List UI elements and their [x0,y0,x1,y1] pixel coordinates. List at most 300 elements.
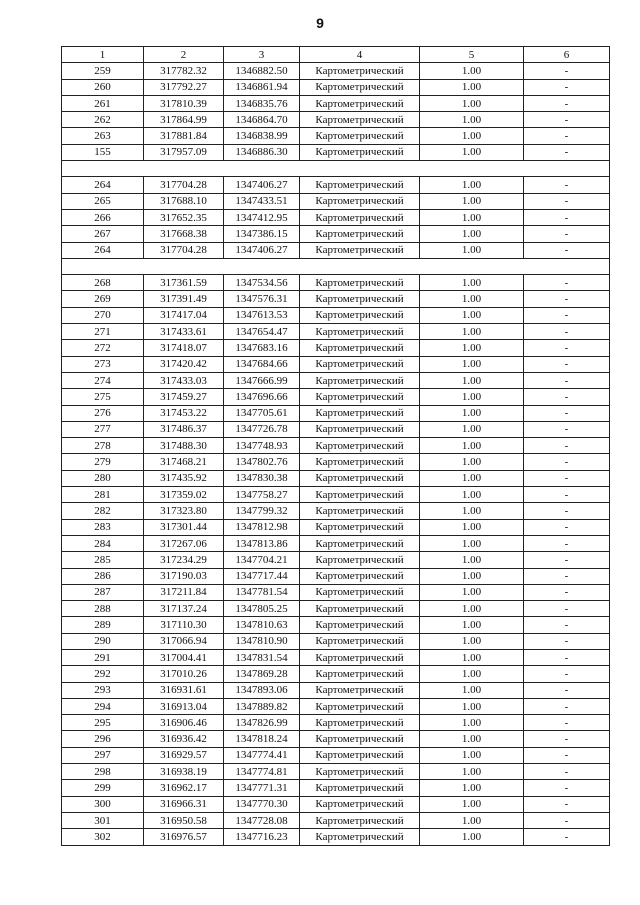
table-row [62,764,610,780]
method-cell: Картометрический [300,438,420,454]
y-coordinate-cell: 1347770.30 [224,796,300,812]
table-row [62,584,610,600]
point-number-cell: 297 [62,747,144,763]
y-coordinate-cell: 1347704.21 [224,552,300,568]
description-cell: - [524,829,610,845]
table-row [62,340,610,356]
accuracy-cell: 1.00 [420,812,524,828]
description-cell: - [524,307,610,323]
table-row [62,275,610,291]
y-coordinate-cell: 1347869.28 [224,666,300,682]
x-coordinate-cell: 317433.61 [144,324,224,340]
x-coordinate-cell: 317420.42 [144,356,224,372]
table-row [62,144,610,160]
method-cell: Картометрический [300,780,420,796]
x-coordinate-cell: 317782.32 [144,63,224,79]
method-cell: Картометрический [300,177,420,193]
method-cell: Картометрический [300,405,420,421]
point-number-cell: 293 [62,682,144,698]
description-cell: - [524,796,610,812]
y-coordinate-cell: 1347412.95 [224,209,300,225]
accuracy-cell: 1.00 [420,275,524,291]
table-row [62,796,610,812]
table-row [62,209,610,225]
x-coordinate-cell: 317459.27 [144,389,224,405]
table-row [62,747,610,763]
table-row [62,503,610,519]
method-cell: Картометрический [300,128,420,144]
description-cell: - [524,177,610,193]
y-coordinate-cell: 1347534.56 [224,275,300,291]
y-coordinate-cell: 1347666.99 [224,372,300,388]
accuracy-cell: 1.00 [420,324,524,340]
description-cell: - [524,535,610,551]
y-coordinate-cell: 1347799.32 [224,503,300,519]
point-number-cell: 302 [62,829,144,845]
point-number-cell: 273 [62,356,144,372]
x-coordinate-cell: 316913.04 [144,698,224,714]
accuracy-cell: 1.00 [420,226,524,242]
accuracy-cell: 1.00 [420,764,524,780]
y-coordinate-cell: 1347802.76 [224,454,300,470]
x-coordinate-cell: 317066.94 [144,633,224,649]
x-coordinate-cell: 317234.29 [144,552,224,568]
x-coordinate-cell: 317652.35 [144,209,224,225]
point-number-cell: 276 [62,405,144,421]
method-cell: Картометрический [300,812,420,828]
x-coordinate-cell: 317792.27 [144,79,224,95]
description-cell: - [524,552,610,568]
y-coordinate-cell: 1347576.31 [224,291,300,307]
table-row [62,552,610,568]
point-number-cell: 289 [62,617,144,633]
method-cell: Картометрический [300,356,420,372]
coordinates-table [61,46,610,846]
y-coordinate-cell: 1347781.54 [224,584,300,600]
accuracy-cell: 1.00 [420,552,524,568]
y-coordinate-cell: 1347818.24 [224,731,300,747]
table-row [62,421,610,437]
method-cell: Картометрический [300,519,420,535]
accuracy-cell: 1.00 [420,796,524,812]
accuracy-cell: 1.00 [420,747,524,763]
accuracy-cell: 1.00 [420,584,524,600]
y-coordinate-cell: 1347705.61 [224,405,300,421]
x-coordinate-cell: 317704.28 [144,242,224,258]
y-coordinate-cell: 1347813.86 [224,535,300,551]
accuracy-cell: 1.00 [420,421,524,437]
x-coordinate-cell: 317137.24 [144,601,224,617]
x-coordinate-cell: 316938.19 [144,764,224,780]
point-number-cell: 296 [62,731,144,747]
x-coordinate-cell: 316906.46 [144,715,224,731]
method-cell: Картометрический [300,291,420,307]
description-cell: - [524,242,610,258]
accuracy-cell: 1.00 [420,682,524,698]
method-cell: Картометрический [300,503,420,519]
description-cell: - [524,487,610,503]
point-number-cell: 281 [62,487,144,503]
x-coordinate-cell: 317433.03 [144,372,224,388]
x-coordinate-cell: 317418.07 [144,340,224,356]
method-cell: Картометрический [300,666,420,682]
accuracy-cell: 1.00 [420,503,524,519]
y-coordinate-cell: 1347893.06 [224,682,300,698]
description-cell: - [524,764,610,780]
description-cell: - [524,356,610,372]
point-number-cell: 287 [62,584,144,600]
y-coordinate-cell: 1347386.15 [224,226,300,242]
accuracy-cell: 1.00 [420,307,524,323]
y-coordinate-cell: 1346864.70 [224,112,300,128]
y-coordinate-cell: 1347810.90 [224,633,300,649]
table-row [62,226,610,242]
method-cell: Картометрический [300,389,420,405]
y-coordinate-cell: 1347830.38 [224,470,300,486]
y-coordinate-cell: 1347831.54 [224,649,300,665]
method-cell: Картометрический [300,633,420,649]
table-row [62,682,610,698]
accuracy-cell: 1.00 [420,389,524,405]
x-coordinate-cell: 316931.61 [144,682,224,698]
method-cell: Картометрический [300,226,420,242]
page-number: 9 [316,15,324,31]
y-coordinate-cell: 1346886.30 [224,144,300,160]
point-number-cell: 275 [62,389,144,405]
table-row [62,829,610,845]
method-cell: Картометрический [300,584,420,600]
point-number-cell: 265 [62,193,144,209]
header-row [62,47,610,63]
description-cell: - [524,275,610,291]
table-row [62,405,610,421]
table-body [62,63,610,845]
description-cell: - [524,95,610,111]
method-cell: Картометрический [300,682,420,698]
x-coordinate-cell: 317864.99 [144,112,224,128]
y-coordinate-cell: 1347728.08 [224,812,300,828]
table-spacer-row [62,258,610,274]
column-header-method: 4 [300,47,420,63]
table-row [62,601,610,617]
table-row [62,438,610,454]
table-row [62,356,610,372]
description-cell: - [524,519,610,535]
method-cell: Картометрический [300,421,420,437]
table-row [62,324,610,340]
table-row [62,79,610,95]
table-row [62,633,610,649]
method-cell: Картометрический [300,764,420,780]
point-number-cell: 272 [62,340,144,356]
point-number-cell: 270 [62,307,144,323]
y-coordinate-cell: 1347810.63 [224,617,300,633]
point-number-cell: 290 [62,633,144,649]
point-number-cell: 269 [62,291,144,307]
method-cell: Картометрический [300,372,420,388]
point-number-cell: 291 [62,649,144,665]
description-cell: - [524,209,610,225]
x-coordinate-cell: 317267.06 [144,535,224,551]
description-cell: - [524,698,610,714]
method-cell: Картометрический [300,144,420,160]
accuracy-cell: 1.00 [420,112,524,128]
accuracy-cell: 1.00 [420,535,524,551]
description-cell: - [524,389,610,405]
table-row [62,193,610,209]
point-number-cell: 278 [62,438,144,454]
table-row [62,649,610,665]
accuracy-cell: 1.00 [420,438,524,454]
table-row [62,372,610,388]
description-cell: - [524,372,610,388]
description-cell: - [524,649,610,665]
point-number-cell: 284 [62,535,144,551]
table-row [62,242,610,258]
accuracy-cell: 1.00 [420,242,524,258]
description-cell: - [524,617,610,633]
accuracy-cell: 1.00 [420,715,524,731]
table-row [62,487,610,503]
accuracy-cell: 1.00 [420,95,524,111]
accuracy-cell: 1.00 [420,372,524,388]
description-cell: - [524,63,610,79]
y-coordinate-cell: 1347696.66 [224,389,300,405]
method-cell: Картометрический [300,470,420,486]
point-number-cell: 283 [62,519,144,535]
table-row [62,535,610,551]
x-coordinate-cell: 317688.10 [144,193,224,209]
x-coordinate-cell: 317323.80 [144,503,224,519]
x-coordinate-cell: 316929.57 [144,747,224,763]
x-coordinate-cell: 317453.22 [144,405,224,421]
method-cell: Картометрический [300,340,420,356]
accuracy-cell: 1.00 [420,829,524,845]
method-cell: Картометрический [300,307,420,323]
column-header-accuracy: 5 [420,47,524,63]
y-coordinate-cell: 1347716.23 [224,829,300,845]
x-coordinate-cell: 317211.84 [144,584,224,600]
method-cell: Картометрический [300,63,420,79]
point-number-cell: 288 [62,601,144,617]
description-cell: - [524,470,610,486]
point-number-cell: 301 [62,812,144,828]
x-coordinate-cell: 317417.04 [144,307,224,323]
x-coordinate-cell: 317957.09 [144,144,224,160]
y-coordinate-cell: 1347613.53 [224,307,300,323]
description-cell: - [524,193,610,209]
table-row [62,812,610,828]
x-coordinate-cell: 317391.49 [144,291,224,307]
description-cell: - [524,747,610,763]
table-row [62,307,610,323]
description-cell: - [524,291,610,307]
table-row [62,698,610,714]
y-coordinate-cell: 1347748.93 [224,438,300,454]
accuracy-cell: 1.00 [420,79,524,95]
accuracy-cell: 1.00 [420,356,524,372]
description-cell: - [524,79,610,95]
point-number-cell: 266 [62,209,144,225]
description-cell: - [524,340,610,356]
accuracy-cell: 1.00 [420,405,524,421]
accuracy-cell: 1.00 [420,63,524,79]
description-cell: - [524,226,610,242]
point-number-cell: 282 [62,503,144,519]
table-row [62,519,610,535]
accuracy-cell: 1.00 [420,291,524,307]
table-spacer-row [62,161,610,177]
description-cell: - [524,144,610,160]
description-cell: - [524,715,610,731]
point-number-cell: 286 [62,568,144,584]
column-header-point-number: 1 [62,47,144,63]
accuracy-cell: 1.00 [420,698,524,714]
table-row [62,731,610,747]
accuracy-cell: 1.00 [420,340,524,356]
accuracy-cell: 1.00 [420,617,524,633]
y-coordinate-cell: 1347774.41 [224,747,300,763]
method-cell: Картометрический [300,193,420,209]
point-number-cell: 262 [62,112,144,128]
point-number-cell: 294 [62,698,144,714]
y-coordinate-cell: 1347812.98 [224,519,300,535]
x-coordinate-cell: 317435.92 [144,470,224,486]
accuracy-cell: 1.00 [420,633,524,649]
accuracy-cell: 1.00 [420,601,524,617]
x-coordinate-cell: 317361.59 [144,275,224,291]
point-number-cell: 155 [62,144,144,160]
method-cell: Картометрический [300,715,420,731]
description-cell: - [524,405,610,421]
point-number-cell: 260 [62,79,144,95]
accuracy-cell: 1.00 [420,193,524,209]
table-row [62,568,610,584]
table-row [62,617,610,633]
x-coordinate-cell: 317359.02 [144,487,224,503]
x-coordinate-cell: 316962.17 [144,780,224,796]
table-row [62,470,610,486]
accuracy-cell: 1.00 [420,568,524,584]
method-cell: Картометрический [300,95,420,111]
method-cell: Картометрический [300,617,420,633]
y-coordinate-cell: 1347433.51 [224,193,300,209]
x-coordinate-cell: 317110.30 [144,617,224,633]
accuracy-cell: 1.00 [420,177,524,193]
y-coordinate-cell: 1347684.66 [224,356,300,372]
method-cell: Картометрический [300,242,420,258]
table-row [62,112,610,128]
point-number-cell: 279 [62,454,144,470]
point-number-cell: 277 [62,421,144,437]
y-coordinate-cell: 1347826.99 [224,715,300,731]
description-cell: - [524,128,610,144]
x-coordinate-cell: 317704.28 [144,177,224,193]
x-coordinate-cell: 317810.39 [144,95,224,111]
x-coordinate-cell: 316976.57 [144,829,224,845]
description-cell: - [524,682,610,698]
method-cell: Картометрический [300,698,420,714]
point-number-cell: 285 [62,552,144,568]
point-number-cell: 264 [62,177,144,193]
description-cell: - [524,503,610,519]
table-row [62,291,610,307]
description-cell: - [524,731,610,747]
table-row [62,177,610,193]
accuracy-cell: 1.00 [420,470,524,486]
method-cell: Картометрический [300,796,420,812]
point-number-cell: 271 [62,324,144,340]
method-cell: Картометрический [300,829,420,845]
method-cell: Картометрический [300,487,420,503]
method-cell: Картометрический [300,649,420,665]
y-coordinate-cell: 1346861.94 [224,79,300,95]
method-cell: Картометрический [300,454,420,470]
accuracy-cell: 1.00 [420,731,524,747]
spacer-cell [62,258,610,274]
y-coordinate-cell: 1347717.44 [224,568,300,584]
x-coordinate-cell: 317004.41 [144,649,224,665]
method-cell: Картометрический [300,747,420,763]
method-cell: Картометрический [300,324,420,340]
method-cell: Картометрический [300,552,420,568]
point-number-cell: 274 [62,372,144,388]
y-coordinate-cell: 1346835.76 [224,95,300,111]
point-number-cell: 259 [62,63,144,79]
x-coordinate-cell: 317301.44 [144,519,224,535]
point-number-cell: 264 [62,242,144,258]
y-coordinate-cell: 1347805.25 [224,601,300,617]
table-row [62,389,610,405]
method-cell: Картометрический [300,731,420,747]
description-cell: - [524,601,610,617]
x-coordinate-cell: 317488.30 [144,438,224,454]
description-cell: - [524,112,610,128]
point-number-cell: 295 [62,715,144,731]
point-number-cell: 292 [62,666,144,682]
y-coordinate-cell: 1347758.27 [224,487,300,503]
accuracy-cell: 1.00 [420,780,524,796]
description-cell: - [524,633,610,649]
table-row [62,128,610,144]
x-coordinate-cell: 317190.03 [144,568,224,584]
accuracy-cell: 1.00 [420,209,524,225]
accuracy-cell: 1.00 [420,487,524,503]
point-number-cell: 261 [62,95,144,111]
description-cell: - [524,812,610,828]
column-header-y-coordinate: 3 [224,47,300,63]
table-row [62,715,610,731]
y-coordinate-cell: 1346882.50 [224,63,300,79]
description-cell: - [524,568,610,584]
method-cell: Картометрический [300,79,420,95]
point-number-cell: 267 [62,226,144,242]
description-cell: - [524,421,610,437]
method-cell: Картометрический [300,568,420,584]
description-cell: - [524,666,610,682]
column-header-description: 6 [524,47,610,63]
point-number-cell: 268 [62,275,144,291]
method-cell: Картометрический [300,275,420,291]
y-coordinate-cell: 1346838.99 [224,128,300,144]
method-cell: Картометрический [300,209,420,225]
description-cell: - [524,780,610,796]
accuracy-cell: 1.00 [420,649,524,665]
y-coordinate-cell: 1347726.78 [224,421,300,437]
y-coordinate-cell: 1347406.27 [224,177,300,193]
point-number-cell: 299 [62,780,144,796]
x-coordinate-cell: 317668.38 [144,226,224,242]
